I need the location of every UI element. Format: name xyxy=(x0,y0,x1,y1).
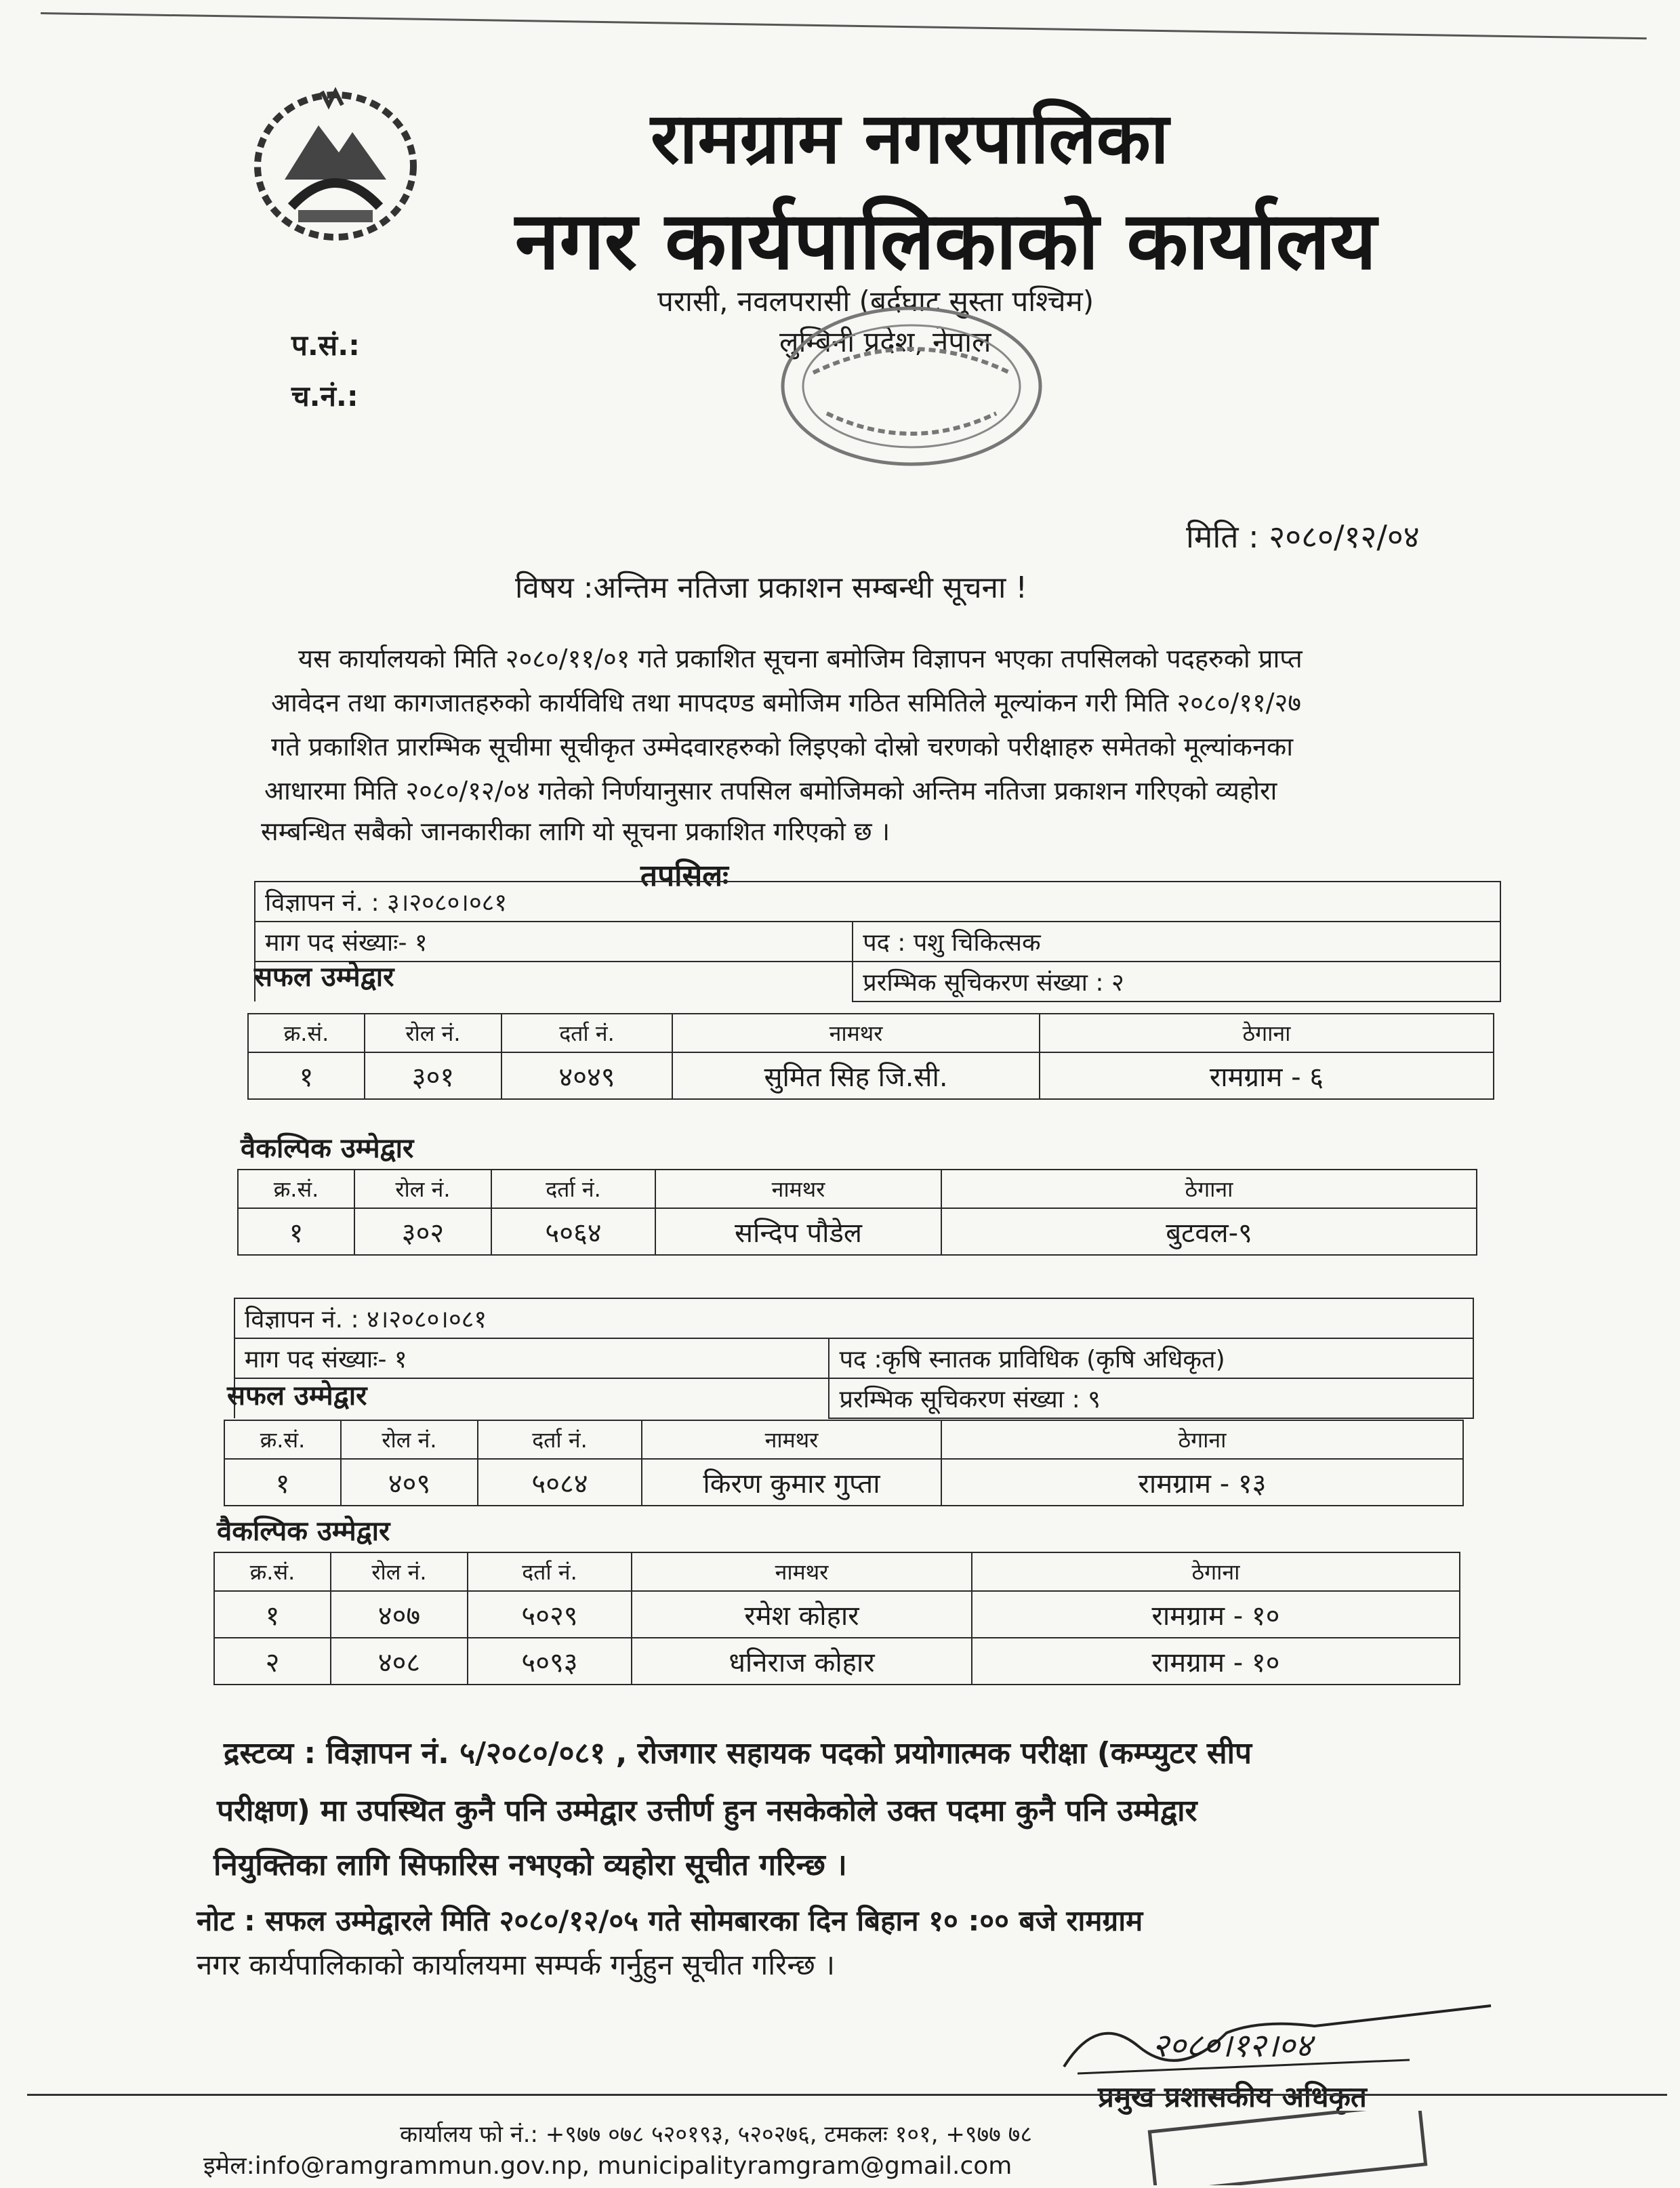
cell-name: सुमित सिह जि.सी. xyxy=(672,1052,1040,1099)
footer-divider xyxy=(27,2094,1667,2096)
col-address: ठेगाना xyxy=(941,1420,1463,1459)
remark-line-1: द्रस्टव्य : विज्ञापन नं. ५/२०८०/०८१ , रोजगार सहायक पदको प्रयोगात्मक परीक्षा (कम्प्युटर सीप xyxy=(224,1736,1252,1771)
post-2-demand: माग पद संख्याः- १ xyxy=(234,1338,829,1378)
cell-address: बुटवल-९ xyxy=(941,1208,1477,1255)
post-2-post: पद :कृषि स्नातक प्राविधिक (कृषि अधिकृत) xyxy=(829,1338,1473,1378)
post-1-prelim: प्ररम्भिक सूचिकरण संख्या : २ xyxy=(853,962,1500,1002)
col-name: नामथर xyxy=(642,1420,941,1459)
cell-roll: ३०२ xyxy=(354,1208,491,1255)
cell-darta: ५०२९ xyxy=(468,1591,632,1638)
cell-darta: ५०८४ xyxy=(478,1459,642,1506)
post-2-alternate-table xyxy=(213,1552,1460,1685)
body-line-4: आधारमा मिति २०८०/१२/०४ गतेको निर्णयानुसार तपसिल बमोजिमको अन्तिम नतिजा प्रकाशन गरिएको व्यहोरा xyxy=(264,776,1277,806)
col-roll: रोल नं. xyxy=(365,1014,501,1052)
body-line-2: आवेदन तथा कागजातहरुको कार्यविधि तथा मापदण्ड बमोजिम गठित समितिले मूल्यांकन गरी मिति २०८०/११/२७ xyxy=(271,688,1302,718)
notice-date: मिति : २०८०/१२/०४ xyxy=(1186,518,1420,555)
cell-name: किरण कुमार गुप्ता xyxy=(642,1459,941,1506)
cell-ks: १ xyxy=(214,1591,331,1638)
cell-roll: ३०१ xyxy=(365,1052,501,1099)
body-line-3: गते प्रकाशित प्रारम्भिक सूचीमा सूचीकृत उम्मेदवारहरुको लिइएको दोस्रो चरणको परीक्षाहरु समेतको मूल्यांकनका xyxy=(271,732,1294,762)
nepal-emblem-icon xyxy=(244,78,427,247)
cell-address: रामग्राम - १० xyxy=(972,1638,1460,1685)
note-line-1: नोट : सफल उम्मेद्वारले मिति २०८०/१२/०५ गते सोमबारका दिन बिहान १० :०० बजे रामग्राम xyxy=(197,1904,1143,1937)
col-name: नामथर xyxy=(672,1014,1040,1052)
post-1-success-table xyxy=(247,1013,1494,1100)
cell-darta: ४०४९ xyxy=(501,1052,672,1099)
table-row xyxy=(214,1638,1460,1685)
remark-line-2: परीक्षण) मा उपस्थित कुनै पनि उम्मेद्वार उत्तीर्ण हुन नसकेकोले उक्त पदमा कुनै पनि उम्मेद्वार xyxy=(217,1794,1197,1828)
col-roll: रोल नं. xyxy=(341,1420,478,1459)
top-edge-line xyxy=(41,12,1647,39)
col-darta: दर्ता नं. xyxy=(468,1552,632,1591)
post-1-demand: माग पद संख्याः- १ xyxy=(255,922,853,962)
post-1-alternate-heading: वैकल्पिक उम्मेद्वार xyxy=(241,1133,414,1164)
post-1-adv-no: विज्ञापन नं. : ३।२०८०।०८१ xyxy=(255,882,1500,922)
col-darta: दर्ता नं. xyxy=(478,1420,642,1459)
cell-darta: ५०९३ xyxy=(468,1638,632,1685)
cell-roll: ४०९ xyxy=(341,1459,478,1506)
footer-phone: कार्यालय फो नं.: +९७७ ०७८ ५२०१९३, ५२०२७६, टमकलः १०१, +९७७ ७८ xyxy=(400,2121,1033,2148)
cell-ks: २ xyxy=(214,1638,331,1685)
post-2-alternate-heading: वैकल्पिक उम्मेद्वार xyxy=(217,1516,390,1547)
address-line-1: परासी, नवलपरासी (बर्दघाट सुस्ता पश्चिम) xyxy=(657,285,1094,318)
office-name: नगर कार्यपालिकाको कार्यालय xyxy=(515,194,1377,287)
cell-ks: १ xyxy=(238,1208,354,1255)
col-address: ठेगाना xyxy=(1040,1014,1494,1052)
post-1-alternate-table xyxy=(237,1169,1477,1256)
body-line-1: यस कार्यालयको मिति २०८०/११/०१ गते प्रकाशित सूचना बमोजिम विज्ञापन भएका तपसिलको पदहरुको प्राप्त xyxy=(298,644,1303,674)
cell-ks: १ xyxy=(224,1459,341,1506)
signatory-title: प्रमुख प्रशासकीय अधिकृत xyxy=(1098,2080,1367,2113)
table-row xyxy=(224,1459,1463,1506)
col-ks: क्र.सं. xyxy=(224,1420,341,1459)
post-2-adv-no: विज्ञापन नं. : ४।२०८०।०८१ xyxy=(234,1298,1473,1338)
col-ks: क्र.सं. xyxy=(214,1552,331,1591)
municipality-name: रामग्राम नगरपालिका xyxy=(651,97,1169,180)
col-address: ठेगाना xyxy=(941,1170,1477,1208)
col-name: नामथर xyxy=(632,1552,972,1591)
post-2-info-table xyxy=(234,1298,1474,1419)
note-line-2: नगर कार्यपालिकाको कार्यालयमा सम्पर्क गर्नुहुन सूचीत गरिन्छ । xyxy=(197,1948,836,1981)
signature-date: २०८०।१२।०४ xyxy=(1152,2027,1313,2065)
col-name: नामथर xyxy=(655,1170,941,1208)
dispatch-number-label: च.नं.: xyxy=(291,379,358,413)
cell-address: रामग्राम - ६ xyxy=(1040,1052,1494,1099)
cell-name: धनिराज कोहार xyxy=(632,1638,972,1685)
post-1-success-heading: सफल उम्मेद्वार xyxy=(254,962,394,993)
col-darta: दर्ता नं. xyxy=(501,1014,672,1052)
cell-darta: ५०६४ xyxy=(491,1208,655,1255)
col-address: ठेगाना xyxy=(972,1552,1460,1591)
cell-name: रमेश कोहार xyxy=(632,1591,972,1638)
notice-subject: विषय :अन्तिम नतिजा प्रकाशन सम्बन्धी सूचना ! xyxy=(515,571,1027,605)
col-ks: क्र.सं. xyxy=(238,1170,354,1208)
cell-roll: ४०८ xyxy=(331,1638,468,1685)
table-row xyxy=(248,1052,1494,1099)
cell-address: रामग्राम - १० xyxy=(972,1591,1460,1638)
col-roll: रोल नं. xyxy=(354,1170,491,1208)
office-stamp-icon xyxy=(773,298,1050,474)
post-1-info-table xyxy=(254,881,1501,1002)
cell-address: रामग्राम - १३ xyxy=(941,1459,1463,1506)
cell-name: सन्दिप पौडेल xyxy=(655,1208,941,1255)
officer-stamp-icon xyxy=(1145,2111,1430,2185)
address-line-2: लुम्बिनी प्रदेश, नेपाल xyxy=(779,325,991,358)
cell-ks: १ xyxy=(248,1052,365,1099)
cell-roll: ४०७ xyxy=(331,1591,468,1638)
post-2-prelim: प्ररम्भिक सूचिकरण संख्या : ९ xyxy=(829,1378,1473,1418)
post-1-post: पद : पशु चिकित्सक xyxy=(853,922,1500,962)
body-line-5: सम्बन्धित सबैको जानकारीका लागि यो सूचना प्रकाशित गरिएको छ । xyxy=(261,817,890,846)
footer-email: इमेल:info@ramgrammun.gov.np, municipalityramgram@gmail.com xyxy=(203,2152,1012,2180)
remark-line-3: नियुक्तिका लागि सिफारिस नभएको व्यहोरा सूचीत गरिन्छ । xyxy=(213,1848,847,1882)
letter-number-label: प.सं.: xyxy=(291,329,360,362)
table-row xyxy=(238,1208,1477,1255)
tapsil-heading: तपसिलः xyxy=(640,859,729,893)
col-darta: दर्ता नं. xyxy=(491,1170,655,1208)
post-2-success-table xyxy=(224,1420,1464,1506)
col-roll: रोल नं. xyxy=(331,1552,468,1591)
col-ks: क्र.सं. xyxy=(248,1014,365,1052)
post-2-success-heading: सफल उम्मेद्वार xyxy=(227,1380,367,1411)
table-row xyxy=(214,1591,1460,1638)
